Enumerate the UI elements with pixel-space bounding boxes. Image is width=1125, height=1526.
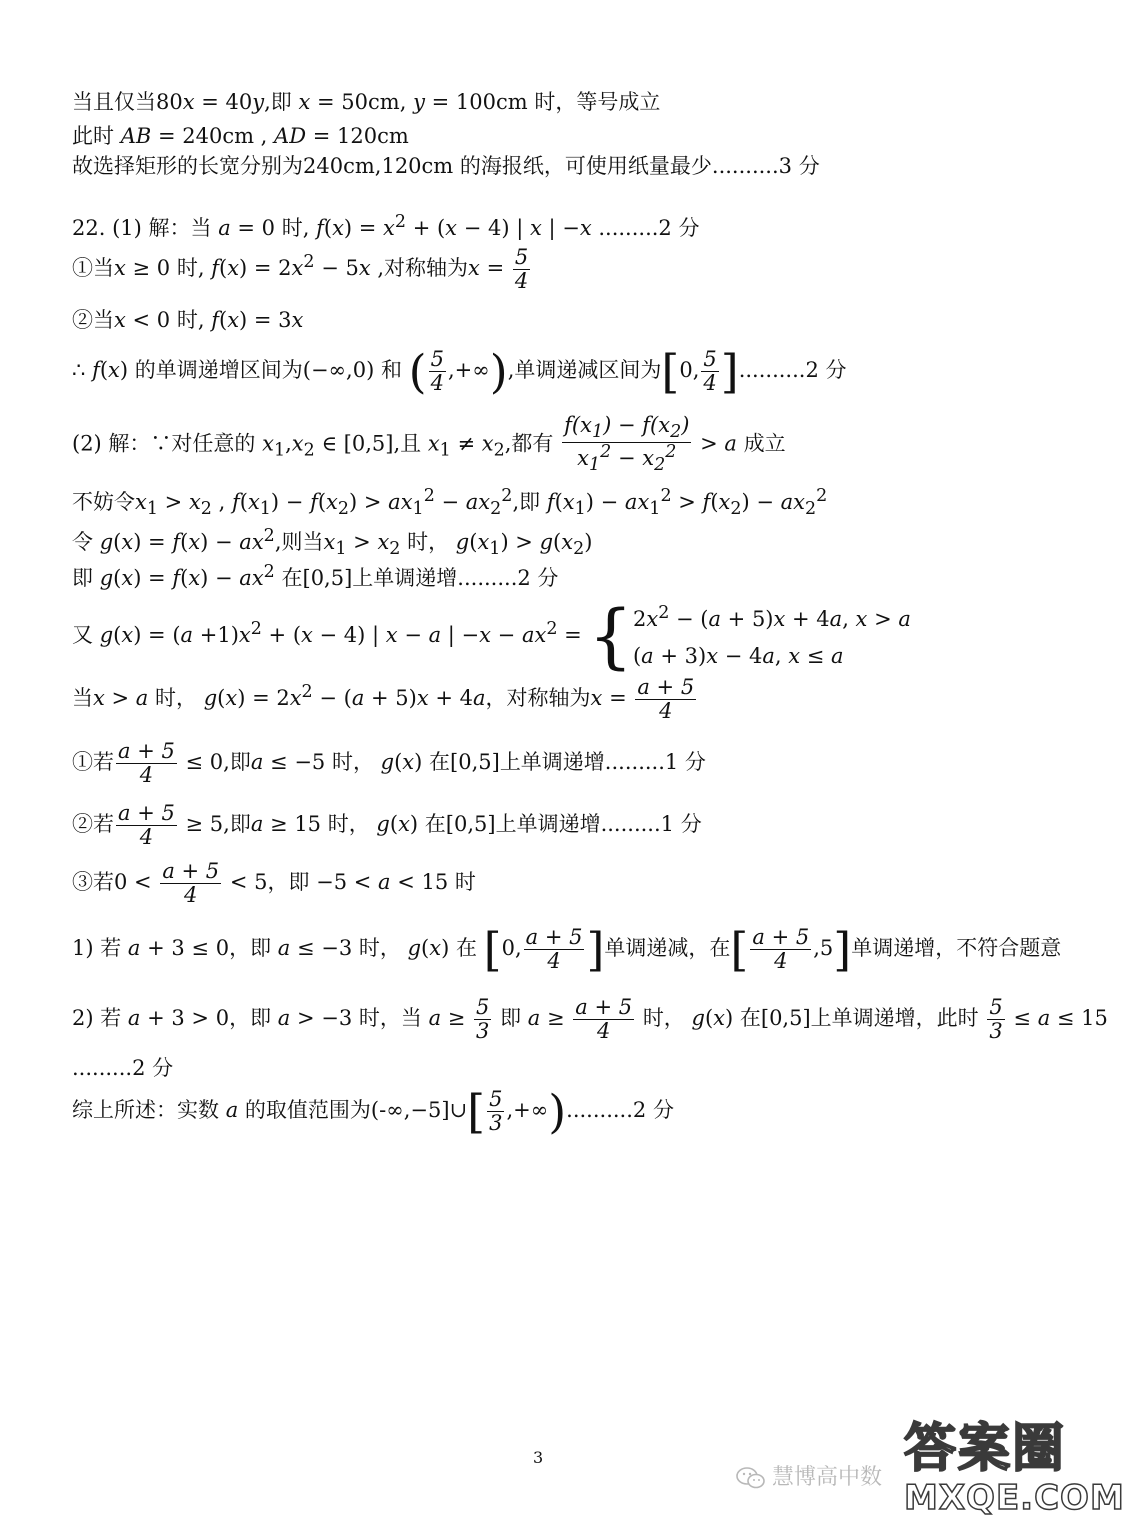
line-subcase1: ①若 $\frac{a + 5}{4}$ ≤ 0,即a ≤ −5 时， g(x) 在[0,5]上单调递增.........1 分 <box>72 739 706 788</box>
watermark-domain: MXQE.COM <box>904 1478 1125 1518</box>
fraction: $\frac{a + 5}{4}$ <box>575 995 633 1044</box>
line-equality-condition: 当且仅当80x = 40y,即 x = 50cm, y = 100cm 时，等号成立 <box>72 90 661 114</box>
fraction: $\frac{5}{3}$ <box>476 995 490 1044</box>
fraction: $\frac{a + 5}{4}$ <box>525 925 583 974</box>
line-q22-part1: 22. (1) 解：当 a = 0 时, $f(x) = x^2 + (x - 4)$ | x | −x .........2 分 <box>72 212 700 240</box>
line-q22-part2: (2) 解：∵对任意的 $x_1,x_2$ ∈ [0,5],且 $x_1 \ne x_2$,都有 $\frac{f(x_1) - f(x_2)}{x_1^2 - x_2^2}$ > a 成立 <box>72 413 786 476</box>
fraction: $\frac{a + 5}{4}$ <box>162 859 220 908</box>
fraction: $\frac{5}{4}$ <box>430 347 444 396</box>
fraction: $\frac{f(x_1) - f(x_2)}{x_1^2 - x_2^2}$ <box>564 413 690 476</box>
line-monotonic-intervals: ∴ f(x) 的单调递增区间为(−∞,0) 和 ( $\frac{5}{4}$ ,+∞),单调递减区间为[0, $\frac{5}{4}$ ]..........2 分 <box>72 344 847 399</box>
line-define-g: 令 $g(x) = f(x) - ax^2$,则当$x_1 > x_2$ 时， $g(x_1) > g(x_2)$ <box>72 526 593 560</box>
line-subcase3: ③若0 < $\frac{a + 5}{4}$ < 5，即 −5 < a < 15 时 <box>72 859 476 908</box>
line-sub2: 2) 若 a + 3 > 0，即 a > −3 时，当 a ≥ $\frac{5}{3}$ 即 a ≥ $\frac{a + 5}{4}$ 时， g(x) 在[0,5]上单调递增，此时 $\frac{5}{3}$ ≤ a ≤ 15 <box>72 995 1108 1044</box>
site-watermark <box>896 1400 1125 1526</box>
fraction: $\frac{5}{4}$ <box>514 245 529 294</box>
fraction: $\frac{5}{4}$ <box>703 347 717 396</box>
line-subcase2: ②若 $\frac{a + 5}{4}$ ≥ 5,即a ≥ 15 时， g(x) 在[0,5]上单调递增.........1 分 <box>72 801 702 850</box>
fraction: $\frac{a + 5}{4}$ <box>118 739 175 788</box>
line-final-answer: 综上所述：实数 a 的取值范围为(-∞,−5]∪[ $\frac{5}{3}$ ,+∞)..........2 分 <box>72 1084 674 1139</box>
line-conclusion-21: 故选择矩形的长宽分别为240cm,120cm 的海报纸，可使用纸量最少..........3 分 <box>72 154 820 178</box>
line-sub1: 1) 若 a + 3 ≤ 0，即 a ≤ −3 时， g(x) 在 [0, $\frac{a + 5}{4}$ ]单调递减，在[ $\frac{a + 5}{4}$ ,5]单调递增，不符合题意 <box>72 922 1062 977</box>
line-g-increasing: 即 $g(x) = f(x) - ax^2$ 在[0,5]上单调递增.........2 分 <box>72 562 559 590</box>
line-g-piecewise: 又 $g(x) = (a +1)x^2 + (x - 4)$ | x − a | $-x - ax^2$ = { $2x^2 - (a + 5)x + 4a$, x > a (a + 3)x − 4a, x ≤ a <box>72 595 911 678</box>
fraction: $\frac{5}{3}$ <box>489 1087 503 1136</box>
line-assume: 不妨令$x_1 > x_2$ , $f(x_1) - f(x_2) > ax_1^2 - ax_2^2$,即 $f(x_1) - ax_1^2 > f(x_2) - ax_2^2$ <box>72 486 828 520</box>
wechat-watermark: 慧博高中数 <box>736 1460 882 1491</box>
line-score: .........2 分 <box>72 1056 174 1080</box>
fraction: $\frac{a + 5}{4}$ <box>752 925 810 974</box>
line-case1: ①当x ≥ 0 时, $f(x) = 2x^2 - 5x$ ,对称轴为x = $\frac{5}{4}$ <box>72 245 529 294</box>
fraction: $\frac{a + 5}{4}$ <box>637 675 695 724</box>
page-number: 3 <box>533 1448 544 1467</box>
wechat-icon <box>736 1467 766 1489</box>
fraction: $\frac{a + 5}{4}$ <box>118 801 175 850</box>
fraction: $\frac{5}{3}$ <box>989 995 1003 1044</box>
line-dimensions: 此时 AB = 240cm , AD = 120cm <box>72 124 409 148</box>
piecewise-cases: $2x^2 - (a + 5)x + 4a$, x > a (a + 3)x − 4a, x ≤ a <box>632 603 911 668</box>
line-case2: ②当x < 0 时, f(x) = 3x <box>72 308 304 332</box>
line-x-gt-a: 当x > a 时， $g(x) = 2x^2 - (a + 5)x + 4a$，对称轴为x = $\frac{a + 5}{4}$ <box>72 675 695 724</box>
watermark-title: 答案圈 <box>904 1419 1067 1479</box>
